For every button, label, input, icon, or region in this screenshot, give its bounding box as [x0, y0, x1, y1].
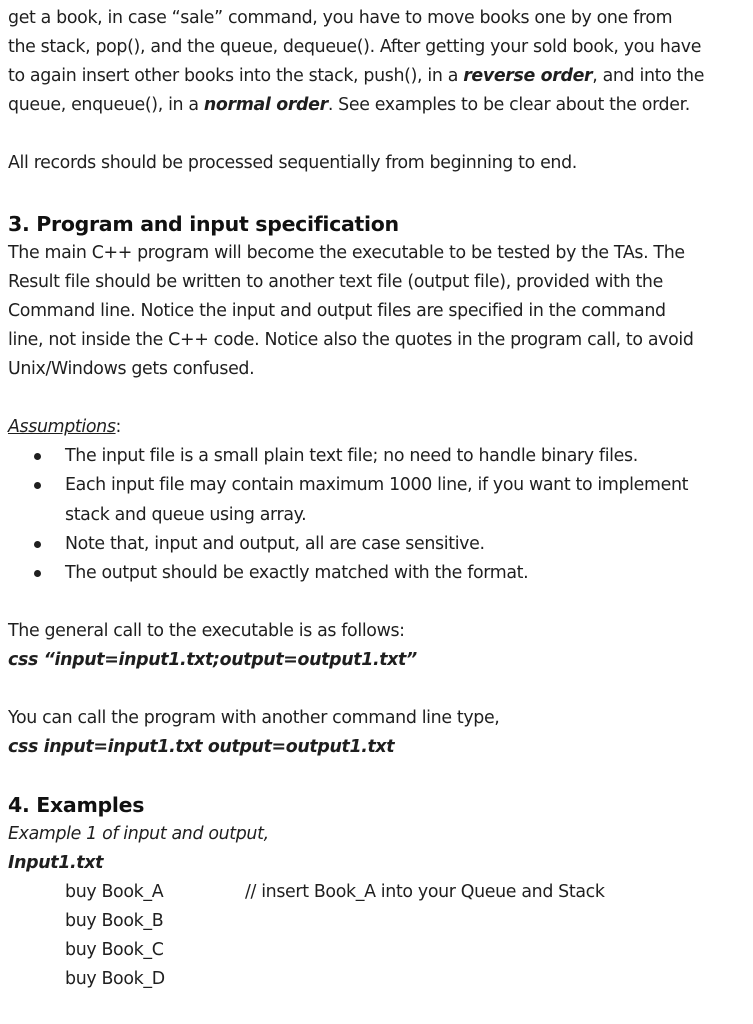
assumptions-list — [8, 442, 748, 588]
reverse-order-emphasis: reverse order — [463, 66, 593, 86]
bullet-icon — [34, 482, 41, 489]
list-item: Note that, input and output, all are case sensitive. — [34, 530, 748, 559]
list-item: Each input file may contain maximum 1000 line, if you want to implement stack and queue using array. — [34, 471, 748, 530]
normal-order-emphasis: normal order — [203, 95, 328, 115]
input-file-name: Input1.txt — [8, 853, 104, 874]
bullet-icon — [34, 453, 41, 460]
section-3-heading: 3. Program and input specification — [8, 212, 399, 236]
example-title: Example 1 of input and output, — [8, 824, 269, 845]
assumptions-label: Assumptions: — [8, 417, 122, 437]
section-3-line-5: Unix/Windows gets confused. — [8, 359, 255, 379]
section-4-heading: 4. Examples — [8, 793, 145, 818]
section-3-line-3: Command line. Notice the input and output files are specified in the command — [8, 301, 666, 321]
bullet-icon — [34, 541, 41, 548]
intro-line-2: the stack, pop(), and the queue, dequeue(). After getting your sold book, you have — [8, 37, 702, 57]
general-call-text: The general call to the executable is as follows: — [8, 621, 405, 642]
sequential-note: All records should be processed sequentially from beginning to end. — [8, 153, 577, 173]
bullet-icon — [34, 570, 41, 577]
document-page — [8, 4, 748, 994]
intro-line-1: get a book, in case “sale” command, you have to move books one by one from — [8, 8, 673, 28]
command-line-1: buy Book_A // insert Book_A into your Queue and Stack — [65, 882, 605, 903]
command-comment: // insert Book_A into your Queue and Stack — [245, 882, 605, 903]
section-3-line-2: Result file should be written to another text file (output file), provided with the — [8, 272, 663, 292]
command-line-2: buy Book_B — [65, 911, 164, 932]
intro-line-4: queue, enqueue(), in a normal order. See examples to be clear about the order. — [8, 95, 690, 115]
command-line-3: buy Book_C — [65, 940, 164, 961]
list-item: The output should be exactly matched with the format. — [34, 559, 748, 588]
alt-call-command: css input=input1.txt output=output1.txt — [8, 737, 395, 758]
section-3-line-4: line, not inside the C++ code. Notice also the quotes in the program call, to avoid — [8, 330, 694, 350]
list-item: The input file is a small plain text file; no need to handle binary files. — [34, 442, 748, 471]
general-call-command: css “input=input1.txt;output=output1.txt” — [8, 650, 417, 671]
alt-call-text: You can call the program with another command line type, — [8, 708, 500, 729]
command-line-4: buy Book_D — [65, 969, 165, 990]
section-3-line-1: The main C++ program will become the executable to be tested by the TAs. The — [8, 243, 685, 263]
intro-line-3: to again insert other books into the stack, push(), in a reverse order, and into the — [8, 66, 705, 86]
